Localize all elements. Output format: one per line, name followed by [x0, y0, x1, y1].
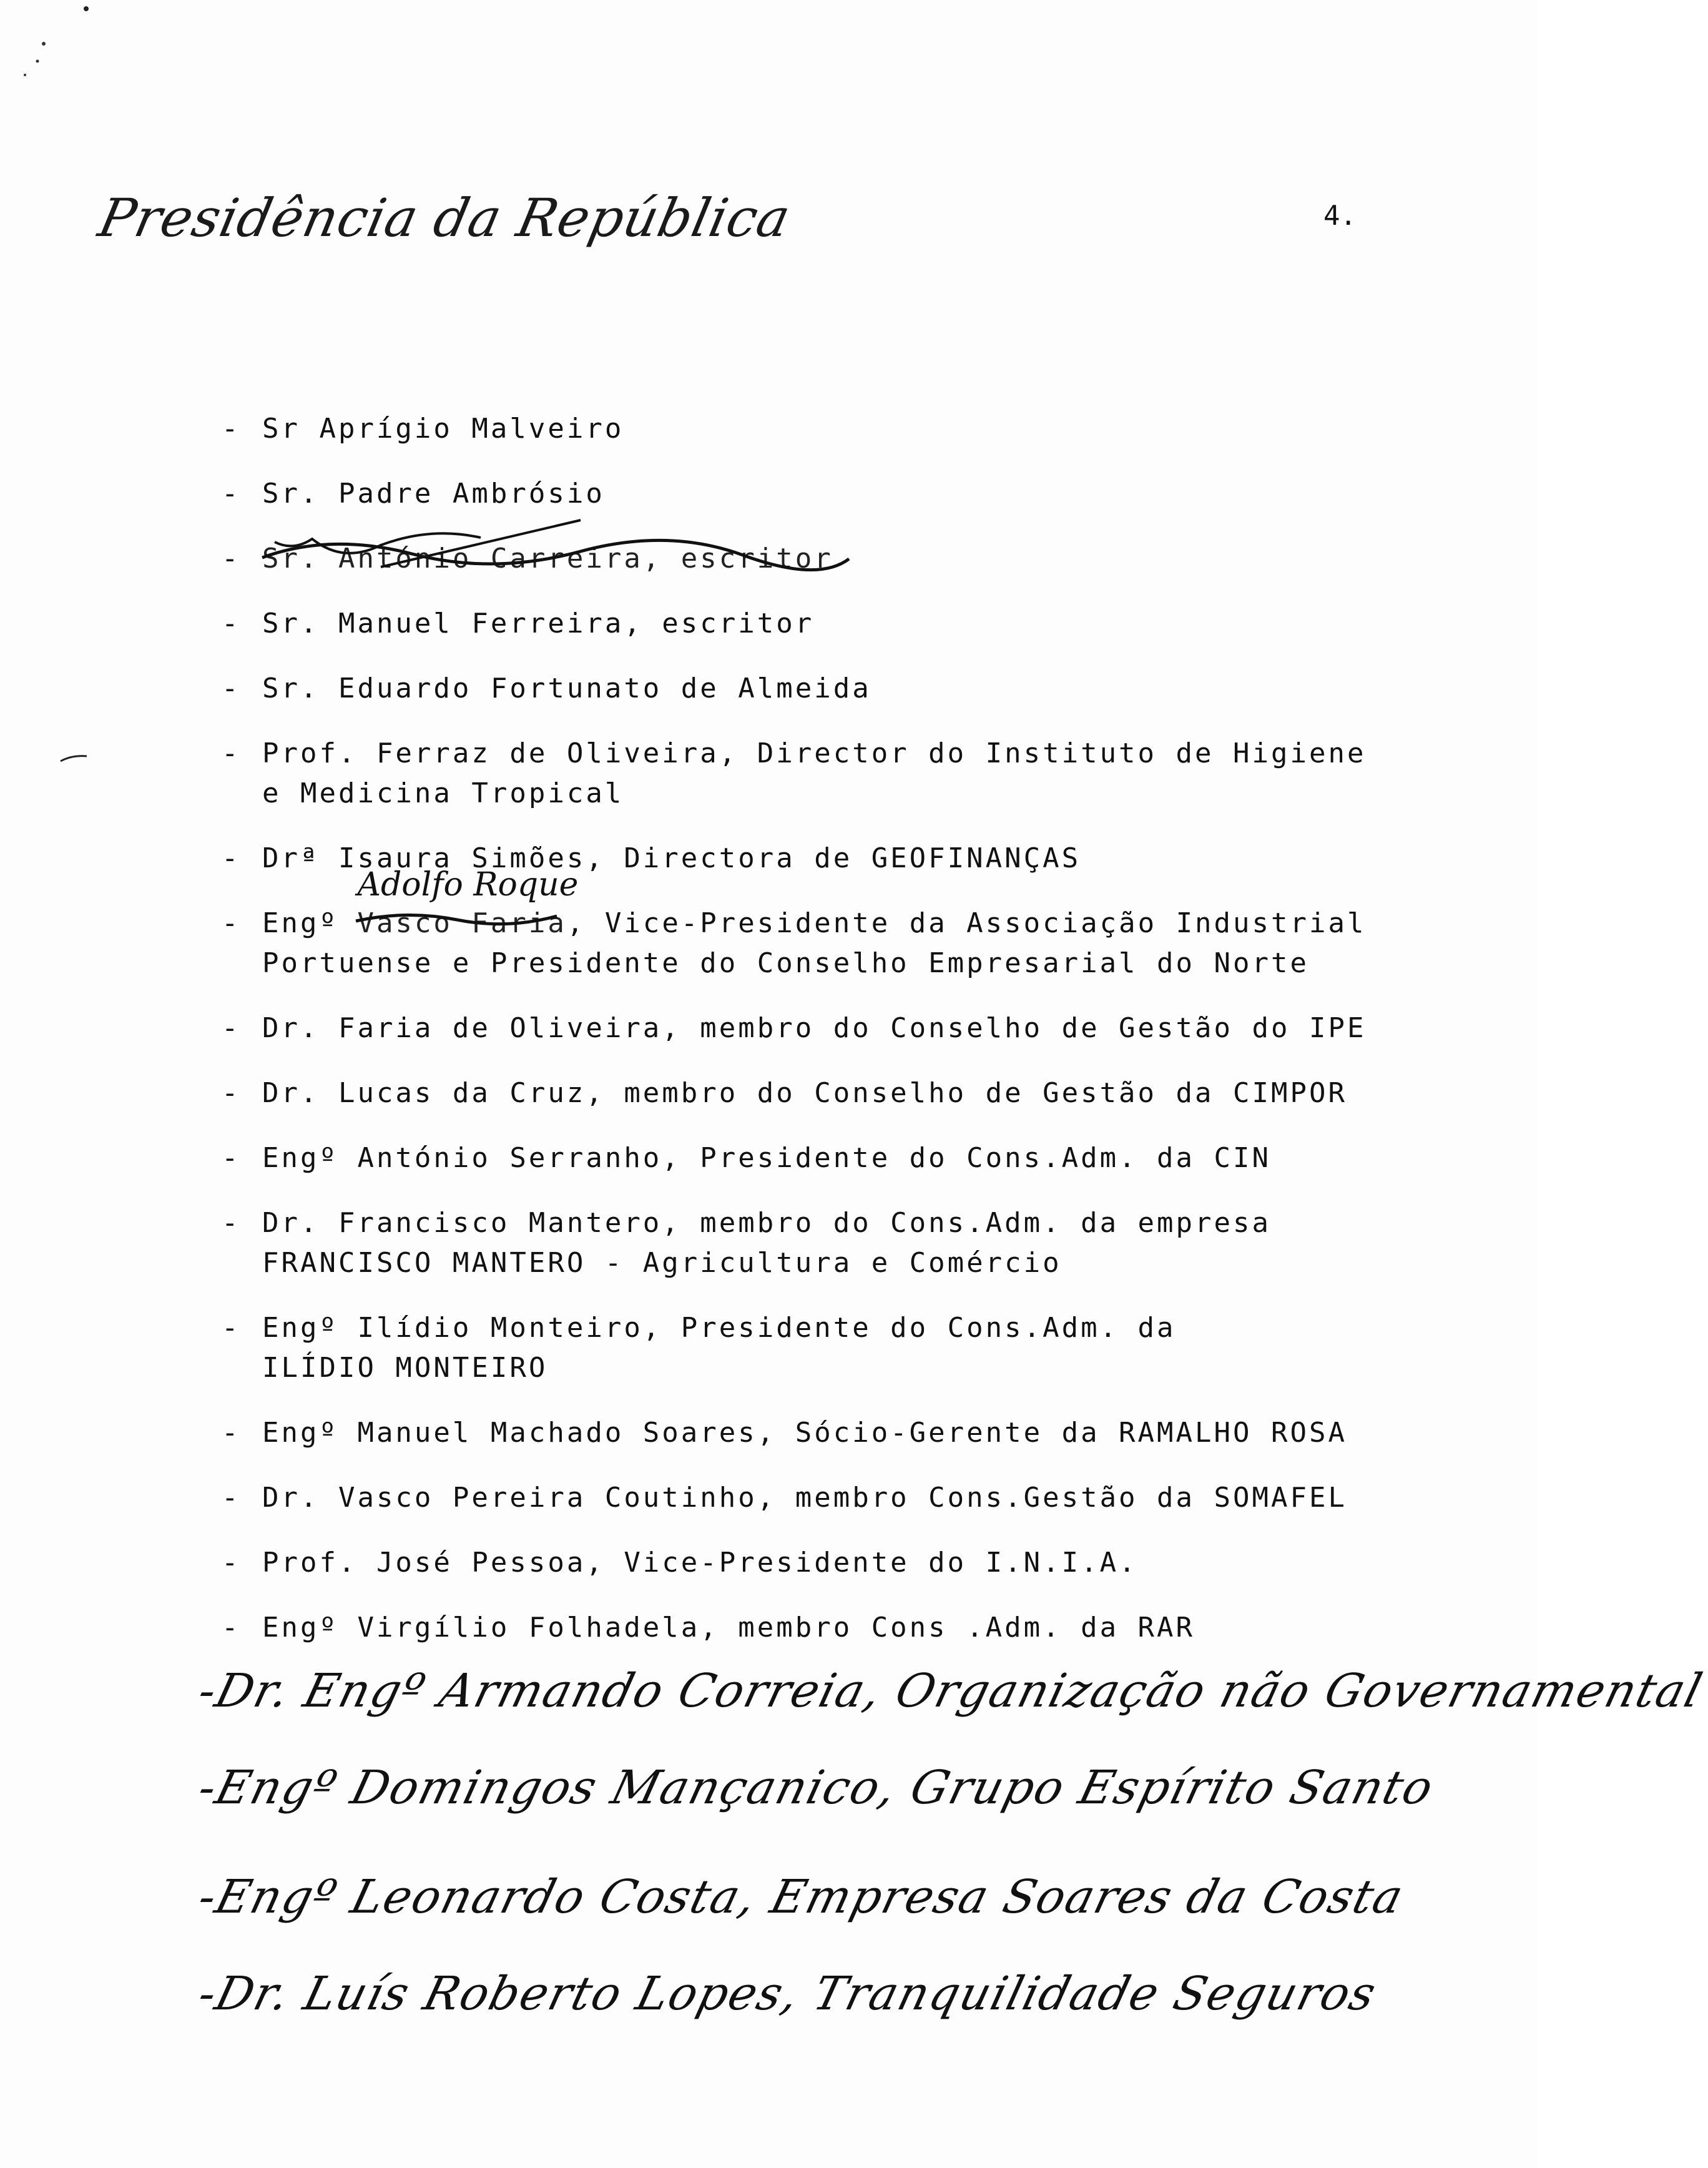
entry-text: Engº Virgílio Folhadela, membro Cons .Adm. da RAR: [262, 1612, 1195, 1643]
entry-text: Engº Ilídio Monteiro, Presidente do Cons.Adm. da: [262, 1312, 1176, 1344]
entry-text: Sr. Manuel Ferreira, escritor: [262, 608, 815, 639]
letterhead: Presidência da República: [93, 187, 797, 249]
list-item: [222, 1308, 1408, 1388]
entry-text: Dr. Francisco Mantero, membro do Cons.Adm. da empresa: [262, 1207, 1271, 1239]
list-item: [222, 1608, 1408, 1648]
entry-text: Dr. Lucas da Cruz, membro do Conselho de Gestão da CIMPOR: [262, 1077, 1347, 1109]
entry-text: Sr. Padre Ambrósio: [262, 478, 605, 510]
list-item: [222, 734, 1408, 814]
list-item: [222, 1413, 1408, 1453]
entry-text: Dr. Vasco Pereira Coutinho, membro Cons.Gestão da SOMAFEL: [262, 1482, 1347, 1514]
list-item: [222, 1203, 1408, 1283]
list-item-corrected: [222, 866, 1408, 983]
entry-text-continuation: Portuense e Presidente do Conselho Empresarial do Norte: [262, 947, 1309, 979]
list-item: [222, 669, 1408, 709]
entry-text: , Vice-Presidente da Associação Industrial: [566, 907, 1367, 939]
list-item: [222, 1478, 1408, 1518]
entry-text: Drª Isaura Simões, Directora de GEOFINANÇAS: [262, 842, 1081, 874]
struck-entry-text: Sr. António Carreira, escritor: [262, 543, 833, 574]
list-item-struck: [222, 539, 1408, 579]
entry-text: Sr Aprígio Malveiro: [262, 413, 624, 445]
list-item: [222, 1543, 1408, 1583]
list-item: [222, 409, 1408, 449]
handwritten-entry: -Dr. Luís Roberto Lopes, Tranquilidade Seguros: [193, 1967, 1382, 2021]
entry-text-continuation: e Medicina Tropical: [262, 777, 624, 809]
entry-text: Engº António Serranho, Presidente do Cons.Adm. da CIN: [262, 1142, 1271, 1174]
entry-text-continuation: ILÍDIO MONTEIRO: [262, 1352, 548, 1384]
list-item: [222, 1138, 1408, 1178]
list-item: [222, 474, 1408, 514]
entry-text: Engº Manuel Machado Soares, Sócio-Gerente da RAMALHO ROSA: [262, 1417, 1347, 1449]
handwritten-entry: -Engº Leonardo Costa, Empresa Soares da Costa: [193, 1870, 1410, 1924]
entry-text: Prof. Ferraz de Oliveira, Director do Instituto de Higiene: [262, 737, 1367, 769]
entry-prefix: Engº: [262, 907, 338, 939]
struck-text: [262, 539, 833, 579]
entry-text: Dr. Faria de Oliveira, membro do Conselho de Gestão do IPE: [262, 1012, 1367, 1044]
list-item: [222, 1073, 1408, 1113]
page-number: 4.: [1323, 200, 1357, 232]
entry-text-continuation: FRANCISCO MANTERO - Agricultura e Comércio: [262, 1247, 1062, 1279]
entry-text: Prof. José Pessoa, Vice-Presidente do I.N.I.A.: [262, 1547, 1138, 1579]
scan-specks: [0, 0, 125, 87]
guest-list: [222, 409, 1408, 1673]
handwritten-insertion: Adolfo Roque: [357, 866, 579, 904]
list-item: [222, 1008, 1408, 1048]
handwritten-entry: -Dr. Engº Armando Correia, Organização não Governamental: [193, 1664, 1708, 1718]
struck-name-text: Vasco Faria: [357, 907, 567, 939]
struck-name: [357, 866, 579, 944]
list-item: [222, 604, 1408, 644]
entry-text: Sr. Eduardo Fortunato de Almeida: [262, 673, 871, 704]
handwritten-entry: -Engº Domingos Mançanico, Grupo Espírito Santo: [193, 1761, 1440, 1815]
margin-mark: [59, 752, 91, 765]
